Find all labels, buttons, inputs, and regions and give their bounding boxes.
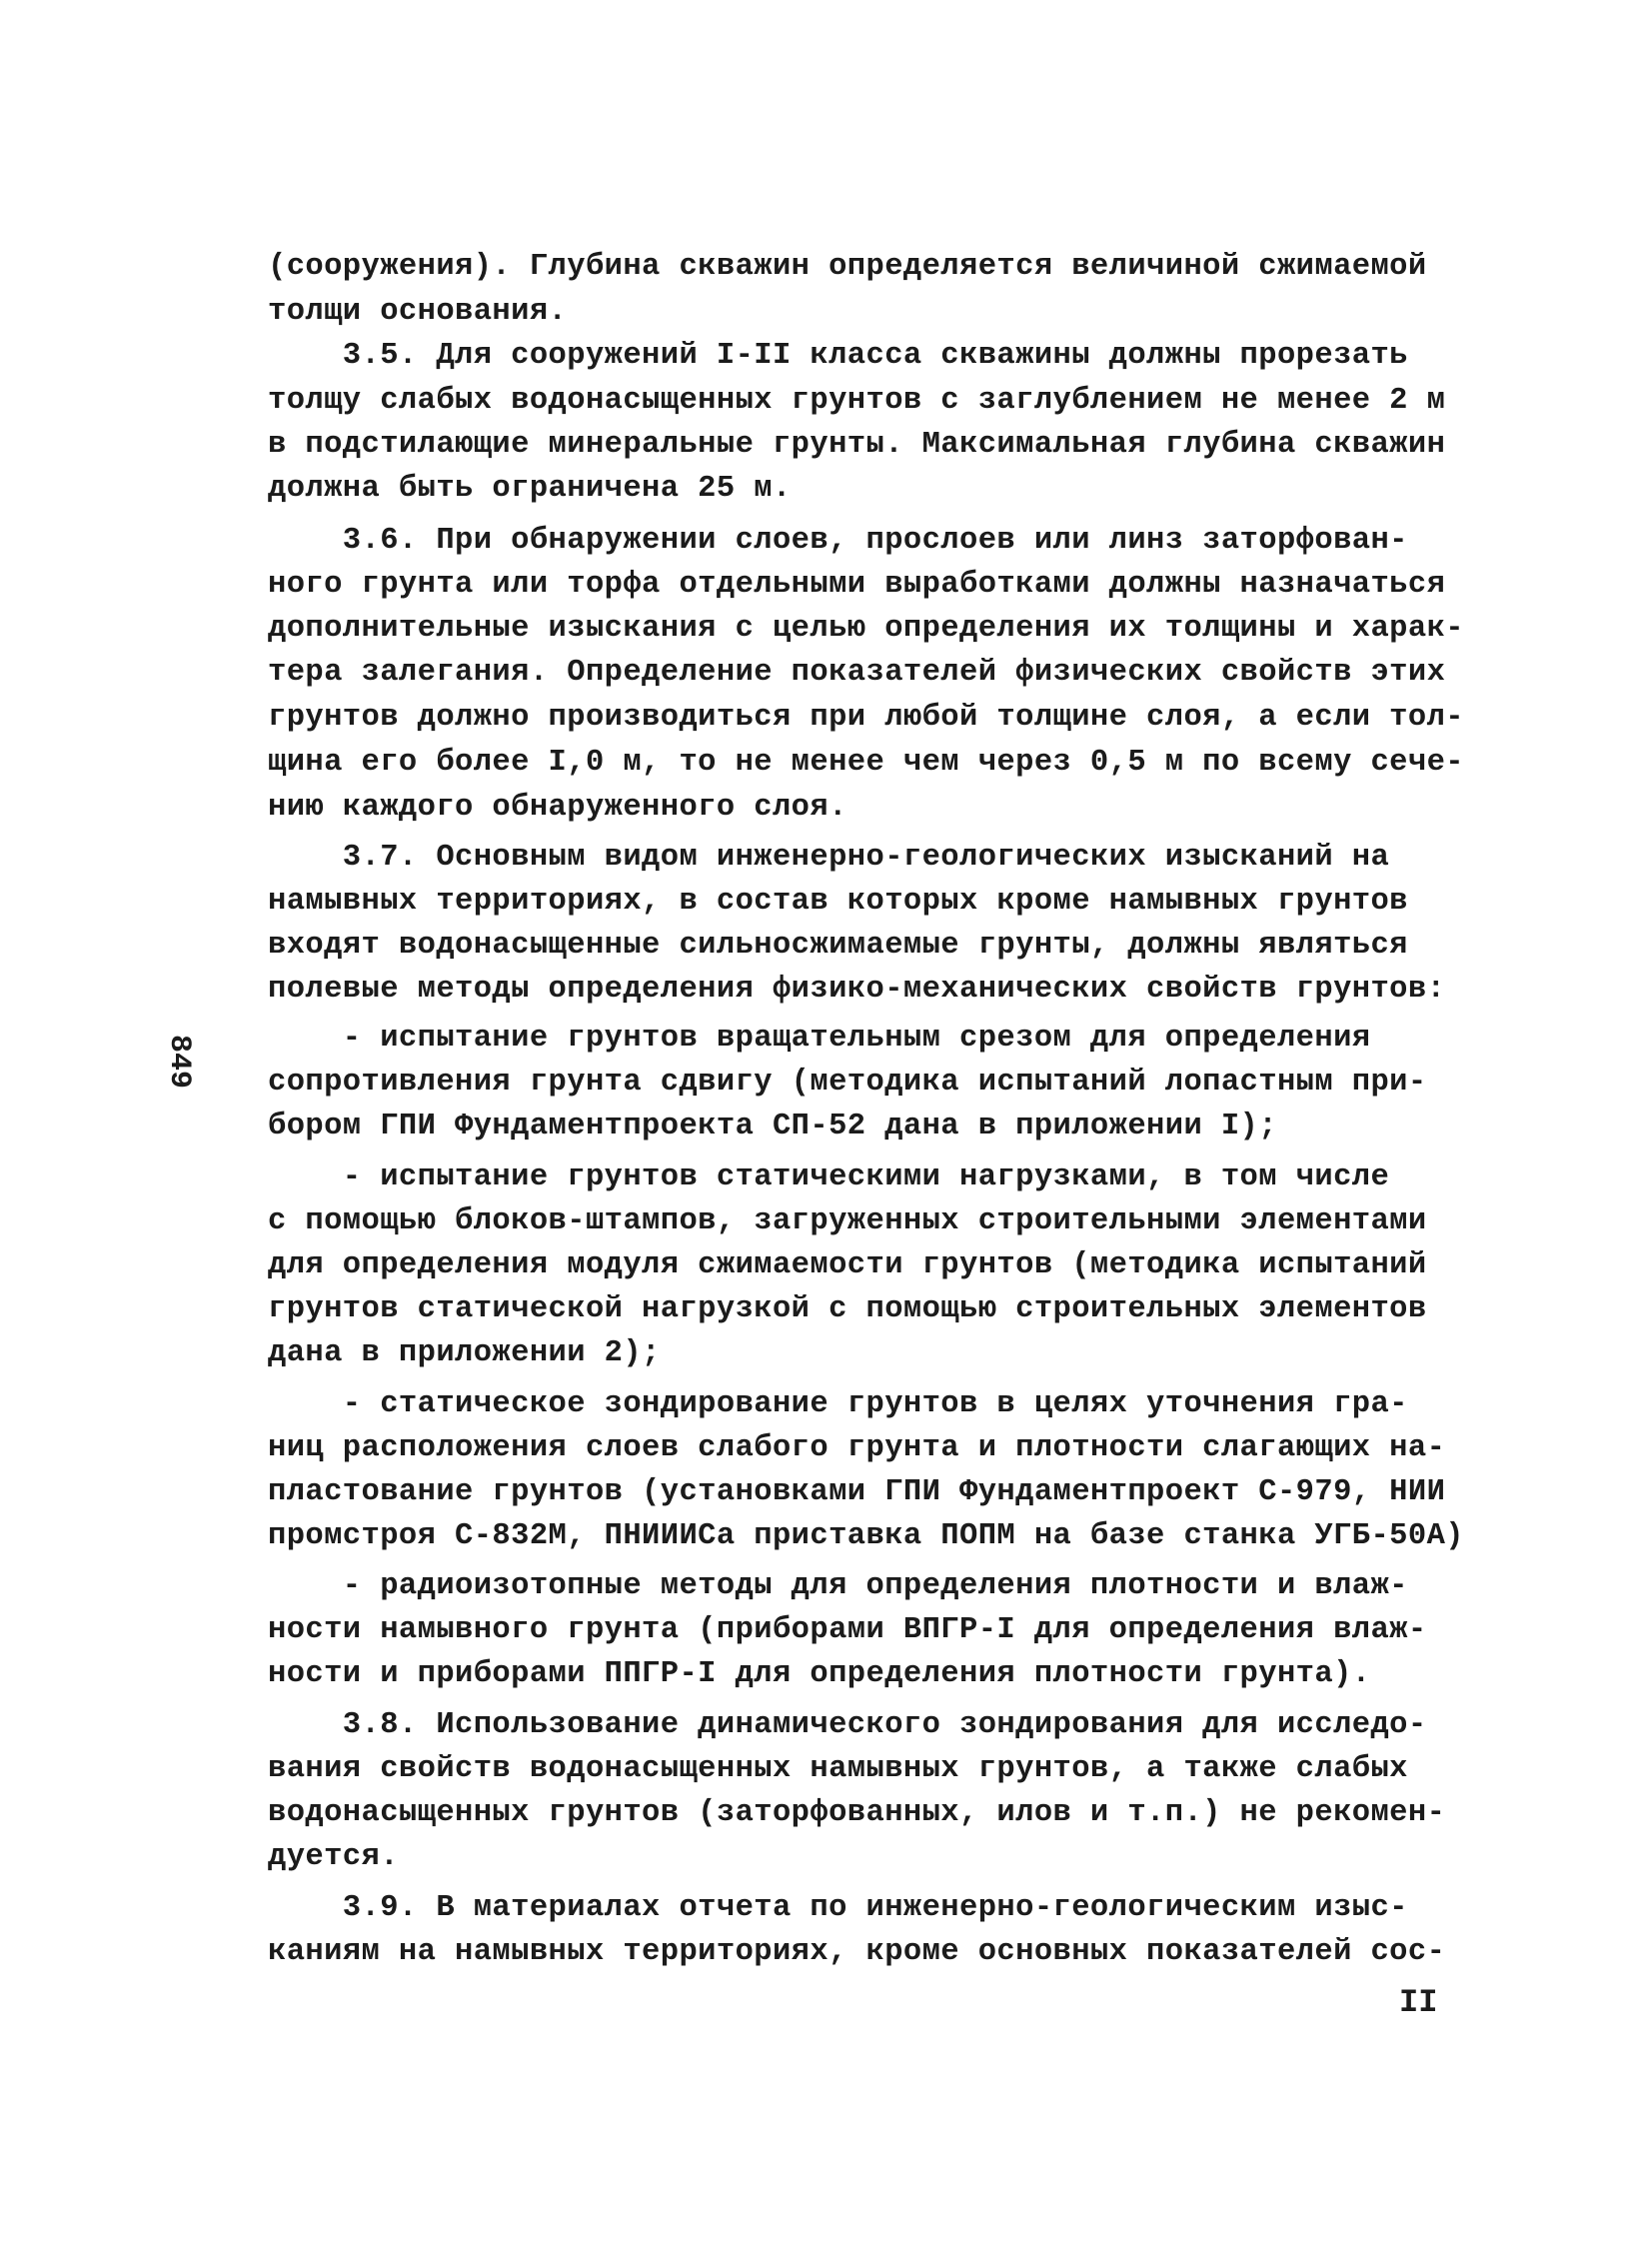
text-line: грунтов должно производиться при любой толщине слоя, а если тол- xyxy=(268,701,1464,735)
text-line: щина его более I,0 м, то не менее чем через 0,5 м по всему сече- xyxy=(268,746,1464,780)
text-line: пластование грунтов (установками ГПИ Фундаментпроект С-979, НИИ xyxy=(268,1475,1446,1509)
text-line: 3.9. В материалах отчета по инженерно-геологическим изыс- xyxy=(268,1891,1408,1925)
text-line: 3.7. Основным видом инженерно-геологических изысканий на xyxy=(268,841,1390,875)
text-line: (сооружения). Глубина скважин определяется величиной сжимаемой xyxy=(268,250,1427,284)
text-line: тера залегания. Определение показателей физических свойств этих xyxy=(268,656,1446,690)
text-line: 3.8. Использование динамического зондирования для исследо- xyxy=(268,1708,1427,1742)
margin-page-note: 849 xyxy=(162,1034,197,1090)
text-line: дана в приложении 2); xyxy=(268,1336,661,1370)
text-line: водонасыщенных грунтов (заторфованных, илов и т.п.) не рекомен- xyxy=(268,1796,1446,1830)
text-line: ниц расположения слоев слабого грунта и плотности слагающих на- xyxy=(268,1431,1446,1465)
text-line: ного грунта или торфа отдельными выработками должны назначаться xyxy=(268,568,1446,602)
text-line: 3.6. При обнаружении слоев, прослоев или линз заторфован- xyxy=(268,524,1408,558)
text-line: промстроя С-832М, ПНИИИСа приставка ПОПМ на базе станка УГБ-50А) xyxy=(268,1519,1464,1553)
text-line: бором ГПИ Фундаментпроекта СП-52 дана в приложении I); xyxy=(268,1110,1277,1143)
text-line: 3.5. Для сооружений I-II класса скважины должны прорезать xyxy=(268,339,1408,373)
page-number: II xyxy=(1399,1984,1438,2021)
text-line: с помощью блоков-штампов, загруженных строительными элементами xyxy=(268,1204,1427,1238)
text-line: толщу слабых водонасыщенных грунтов с заглублением не менее 2 м xyxy=(268,384,1446,418)
text-line: входят водонасыщенные сильносжимаемые грунты, должны являться xyxy=(268,929,1408,963)
text-line: - статическое зондирование грунтов в целях уточнения гра- xyxy=(268,1387,1408,1421)
text-line: для определения модуля сжимаемости грунтов (методика испытаний xyxy=(268,1248,1427,1282)
text-line: вания свойств водонасыщенных намывных грунтов, а также слабых xyxy=(268,1752,1408,1786)
text-line: в подстилающие минеральные грунты. Максимальная глубина скважин xyxy=(268,428,1446,462)
text-line: намывных территориях, в состав которых кроме намывных грунтов xyxy=(268,885,1408,919)
text-line: полевые методы определения физико-механических свойств грунтов: xyxy=(268,973,1446,1007)
text-line: - испытание грунтов статическими нагрузками, в том числе xyxy=(268,1160,1390,1194)
text-line: грунтов статической нагрузкой с помощью строительных элементов xyxy=(268,1292,1427,1326)
text-line: - испытание грунтов вращательным срезом для определения xyxy=(268,1022,1371,1056)
text-line: толщи основания. xyxy=(268,295,568,329)
text-line: должна быть ограничена 25 м. xyxy=(268,472,792,506)
text-line: ности намывного грунта (приборами ВПГР-I для определения влаж- xyxy=(268,1613,1427,1647)
text-line: каниям на намывных территориях, кроме основных показателей сос- xyxy=(268,1935,1446,1969)
text-line: нию каждого обнаруженного слоя. xyxy=(268,791,847,825)
text-line: - радиоизотопные методы для определения плотности и влаж- xyxy=(268,1569,1408,1603)
text-line: ности и приборами ППГР-I для определения плотности грунта). xyxy=(268,1657,1371,1691)
text-line: дополнительные изыскания с целью определения их толщины и харак- xyxy=(268,612,1464,646)
text-line: дуется. xyxy=(268,1840,399,1874)
text-line: сопротивления грунта сдвигу (методика испытаний лопастным при- xyxy=(268,1066,1427,1100)
